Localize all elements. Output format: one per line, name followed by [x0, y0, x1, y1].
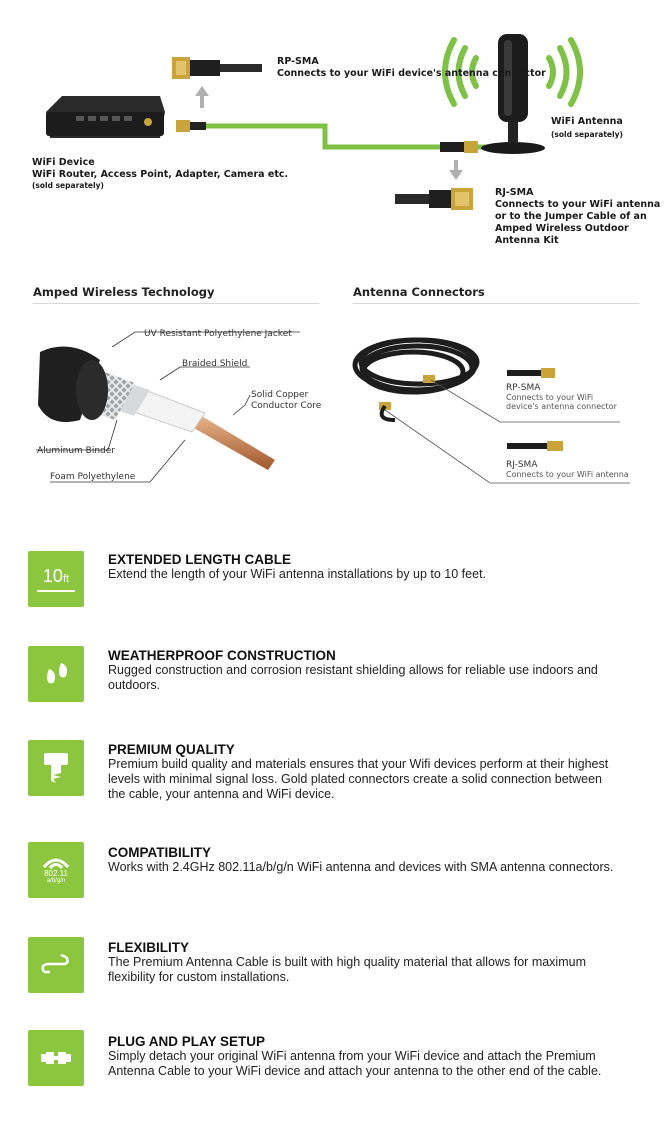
icon-standard-text: 802.11 — [44, 869, 68, 878]
feature-title: PLUG AND PLAY SETUP — [108, 1034, 266, 1049]
flexible-cable-icon — [28, 937, 84, 993]
rp-sma-connector-label — [506, 383, 617, 411]
feature-item — [108, 1034, 618, 1079]
wifi-802-11-icon — [28, 842, 84, 898]
rp-sma-description: Connects to your WiFi device's antenna connector — [277, 68, 546, 79]
rp-sma-connector-title: RP-SMA — [506, 383, 541, 393]
rj-sma-connector-small — [440, 141, 478, 153]
feature-item — [108, 742, 618, 802]
rj-sma-line: or to the Jumper Cable of an — [495, 211, 647, 222]
rp-sma-title: RP-SMA — [277, 56, 319, 67]
feature-item — [108, 552, 618, 582]
core-callout-line: Conductor Core — [251, 401, 322, 411]
green-cable — [205, 126, 440, 147]
rp-sma-connector-large — [172, 57, 262, 79]
wifi-device-title: WiFi Device — [32, 157, 95, 168]
rp-sma-connector-small — [176, 120, 206, 132]
wifi-device-description: WiFi Router, Access Point, Adapter, Camera etc. — [32, 169, 289, 180]
rj-sma-connector-large — [395, 188, 473, 210]
copper-core — [192, 415, 275, 470]
icon-number: 10 — [42, 565, 63, 586]
wifi-antenna-image — [481, 34, 545, 154]
feature-description: Extend the length of your WiFi antenna installations by up to 10 feet. — [108, 567, 487, 581]
technology-heading: Amped Wireless Technology — [33, 285, 215, 299]
feature-title: PREMIUM QUALITY — [108, 742, 235, 757]
feature-title: WEATHERPROOF CONSTRUCTION — [108, 648, 336, 663]
core-callout — [251, 390, 321, 412]
foam-callout: Foam Polyethylene — [50, 472, 136, 482]
feature-description: Rugged construction and corrosion resistant shielding allows for reliable use indoors and outdoors. — [108, 663, 598, 692]
rj-sma-photo — [507, 441, 563, 451]
icon-unit: ft — [62, 572, 70, 585]
wifi-router-image — [46, 96, 165, 138]
feature-title: COMPATIBILITY — [108, 845, 211, 860]
core-callout-line: Solid Copper — [251, 390, 309, 400]
rj-sma-line: Amped Wireless Outdoor — [495, 223, 629, 234]
feature-title: FLEXIBILITY — [108, 940, 189, 955]
binder-callout: Aluminum Binder — [37, 446, 115, 456]
coiled-cable — [355, 340, 477, 392]
rj-sma-connector-title: RJ-SMA — [506, 460, 538, 470]
rp-sma-label — [277, 56, 546, 80]
connectors-divider — [353, 303, 639, 304]
feature-description: Simply detach your original WiFi antenna from your WiFi device and attach the Premium Antenna Cable to your WiFi device and attach your antenna to the other end of the cable. — [108, 1049, 602, 1078]
wifi-antenna-title: WiFi Antenna — [551, 116, 623, 127]
wifi-device-label — [32, 157, 288, 190]
feature-description: Works with 2.4GHz 802.11a/b/g/n WiFi antenna and devices with SMA antenna connectors. — [108, 860, 614, 874]
icon-standard-sub: a/b/g/n — [46, 878, 66, 884]
premium-connector-icon — [28, 740, 84, 796]
rj-sma-line: Antenna Kit — [495, 235, 559, 246]
wifi-antenna-label — [551, 116, 623, 139]
shield-callout: Braided Shield — [182, 359, 248, 369]
plug-and-play-icon — [28, 1030, 84, 1086]
jacket-callout: UV Resistant Polyethylene Jacket — [144, 329, 292, 339]
feature-item — [108, 648, 618, 693]
rj-sma-connector-label — [506, 460, 629, 479]
weatherproof-drops-icon — [28, 646, 84, 702]
down-arrow-icon — [449, 160, 463, 180]
feature-item — [108, 845, 618, 875]
feature-title: EXTENDED LENGTH CABLE — [108, 552, 292, 567]
technology-divider — [33, 303, 319, 304]
rj-sma-title: RJ-SMA — [495, 187, 534, 198]
rj-sma-label — [495, 187, 660, 247]
length-10ft-icon — [28, 551, 84, 607]
rp-sma-connector-desc: Connects to your WiFi — [506, 393, 594, 402]
rp-sma-connector-desc: device's antenna connector — [506, 402, 617, 411]
wifi-antenna-note: (sold separately) — [551, 130, 623, 139]
rp-sma-photo — [507, 368, 555, 378]
feature-description: The Premium Antenna Cable is built with high quality material that allows for maximum flexibility for custom installations. — [108, 955, 586, 984]
feature-item — [108, 940, 618, 985]
wifi-device-note: (sold separately) — [32, 181, 104, 190]
feature-description: Premium build quality and materials ensures that your Wifi devices perform at their highest levels with minimal signal loss. Gold plated connectors create a solid connection between the cable, your antenna and WiFi device. — [108, 757, 609, 801]
rj-sma-line: Connects to your WiFi antenna — [495, 199, 661, 210]
rj-sma-connector-desc: Connects to your WiFi antenna — [506, 470, 629, 479]
connectors-heading: Antenna Connectors — [353, 285, 485, 299]
up-arrow-icon — [195, 86, 209, 108]
